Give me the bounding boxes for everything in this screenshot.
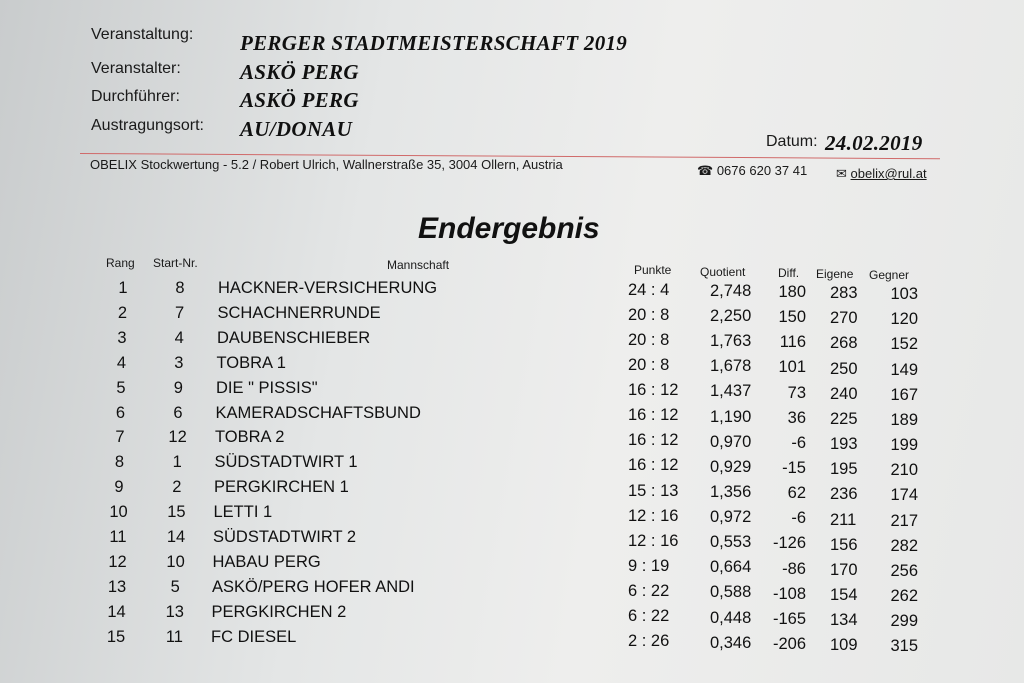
table-row: [0, 453, 1024, 478]
opp-cell: 167: [890, 385, 918, 404]
phone-contact: [697, 163, 807, 179]
own-cell: 156: [830, 535, 858, 554]
opp-cell: 315: [890, 637, 918, 656]
opp-cell: 210: [890, 461, 918, 480]
rank-cell: 7: [115, 428, 125, 447]
team-cell: PERGKIRCHEN 2: [211, 602, 347, 621]
start-cell: 12: [168, 428, 187, 447]
rank-cell: 6: [115, 403, 126, 422]
quotient-cell: 0,970: [710, 432, 752, 451]
own-cell: 225: [830, 409, 858, 428]
team-cell: TOBRA 2: [215, 428, 285, 447]
diff-cell: 150: [778, 308, 806, 327]
start-cell: 8: [175, 279, 185, 297]
team-cell: PERGKIRCHEN 1: [214, 478, 349, 497]
opp-cell: 103: [890, 285, 918, 303]
table-row: [0, 602, 1024, 631]
quotient-cell: 0,553: [710, 533, 752, 552]
quotient-cell: 0,664: [710, 558, 752, 577]
points-cell: 6 : 22: [628, 606, 670, 625]
executor-label: Durchführer:: [91, 88, 180, 105]
diff-cell: 101: [778, 358, 806, 377]
points-cell: 16 : 12: [628, 431, 679, 450]
software-credit: OBELIX Stockwertung - 5.2 / Robert Ulrich, Wallnerstraße 35, 3004 Ollern, Austria: [90, 157, 563, 172]
date-value: 24.02.2019: [825, 131, 923, 155]
col-header-diff: Diff.: [778, 266, 800, 280]
table-row: [0, 354, 1024, 379]
start-cell: 14: [166, 528, 186, 546]
own-cell: 134: [830, 611, 858, 630]
points-cell: 2 : 26: [628, 631, 670, 650]
col-header-start: Start-Nr.: [153, 256, 198, 270]
team-cell: HACKNER-VERSICHERUNG: [218, 279, 438, 297]
points-cell: 12 : 16: [628, 531, 679, 550]
opp-cell: 149: [890, 360, 918, 379]
quotient-cell: 1,356: [710, 482, 752, 501]
team-cell: HABAU PERG: [212, 552, 321, 571]
table-row: [0, 404, 1024, 429]
opp-cell: 282: [890, 536, 918, 555]
rank-cell: 10: [109, 503, 128, 522]
diff-cell: 180: [778, 283, 806, 301]
points-cell: 16 : 12: [628, 456, 679, 475]
table-row: [0, 503, 1024, 528]
email-contact: [836, 166, 927, 182]
diff-cell: -206: [772, 635, 806, 654]
venue-value: AU/DONAU: [240, 117, 353, 141]
team-cell: SCHACHNERRUNDE: [217, 303, 381, 322]
points-cell: 15 : 13: [628, 481, 679, 500]
rank-cell: 5: [116, 378, 126, 397]
team-cell: KAMERADSCHAFTSBUND: [215, 403, 421, 422]
table-row: [0, 279, 1024, 304]
start-cell: 1: [172, 453, 182, 472]
start-cell: 7: [175, 303, 185, 322]
event-label: Veranstaltung:: [91, 26, 194, 43]
diff-cell: 62: [787, 484, 806, 503]
own-cell: 240: [830, 384, 858, 403]
rank-cell: 14: [107, 602, 126, 621]
opp-cell: 152: [890, 335, 918, 354]
col-header-points: Punkte: [634, 263, 672, 277]
points-cell: 16 : 12: [628, 381, 679, 400]
col-header-quotient: Quotient: [700, 265, 746, 279]
table-row: [0, 577, 1024, 606]
own-cell: 170: [830, 560, 858, 579]
table-row: [0, 428, 1024, 453]
opp-cell: 174: [890, 486, 918, 505]
own-cell: 283: [830, 284, 858, 302]
own-cell: 270: [830, 309, 858, 328]
email-link[interactable]: obelix@rul.at: [850, 166, 927, 181]
quotient-cell: 1,763: [710, 332, 752, 351]
event-value: PERGER STADTMEISTERSCHAFT 2019: [240, 31, 628, 55]
own-cell: 154: [830, 586, 858, 605]
quotient-cell: 2,748: [710, 282, 752, 300]
col-header-team: Mannschaft: [387, 258, 450, 272]
rank-cell: 13: [107, 577, 127, 596]
points-cell: 20 : 8: [628, 331, 670, 350]
own-cell: 250: [830, 359, 858, 378]
opp-cell: 189: [890, 410, 918, 429]
opp-cell: 120: [890, 310, 918, 329]
team-cell: TOBRA 1: [216, 353, 286, 372]
opp-cell: 199: [890, 436, 918, 455]
own-cell: 193: [830, 435, 858, 454]
team-cell: DIE " PISSIS": [216, 378, 318, 397]
diff-cell: 36: [787, 408, 806, 427]
quotient-cell: 0,346: [710, 633, 752, 652]
diff-cell: -86: [782, 559, 806, 578]
own-cell: 211: [830, 510, 857, 529]
executor-value: ASKÖ PERG: [240, 88, 359, 112]
diff-cell: 116: [779, 333, 806, 352]
points-cell: 9 : 19: [628, 556, 670, 575]
team-cell: SÜDSTADTWIRT 1: [214, 453, 358, 472]
opp-cell: 262: [890, 587, 918, 606]
quotient-cell: 1,190: [710, 407, 752, 426]
own-cell: 268: [830, 334, 858, 353]
own-cell: 109: [830, 636, 858, 655]
team-cell: LETTI 1: [213, 503, 273, 522]
diff-cell: 73: [787, 383, 806, 402]
table-row: [0, 553, 1024, 578]
table-row: [0, 304, 1024, 329]
col-header-opp: Gegner: [869, 268, 910, 282]
page-title: Endergebnis: [418, 212, 600, 245]
quotient-cell: 0,972: [710, 508, 752, 527]
opp-cell: 299: [890, 612, 918, 631]
quotient-cell: 1,437: [710, 382, 752, 401]
start-cell: 10: [166, 552, 185, 571]
venue-label: Austragungsort:: [91, 117, 204, 134]
diff-cell: -6: [791, 509, 806, 528]
phone-icon: ☎: [697, 163, 714, 178]
diff-cell: -6: [791, 433, 806, 452]
table-row: [0, 329, 1024, 354]
own-cell: 236: [830, 485, 858, 504]
col-header-rank: Rang: [106, 256, 135, 270]
quotient-cell: 0,448: [710, 608, 752, 627]
points-cell: 20 : 8: [628, 306, 670, 325]
quotient-cell: 0,929: [710, 457, 752, 476]
start-cell: 2: [172, 478, 182, 497]
team-cell: ASKÖ/PERG HOFER ANDI: [212, 577, 415, 596]
organizer-label: Veranstalter:: [91, 60, 181, 77]
start-cell: 11: [165, 627, 183, 646]
points-cell: 12 : 16: [628, 506, 679, 525]
phone-number: 0676 620 37 41: [716, 163, 808, 178]
points-cell: 24 : 4: [628, 281, 670, 299]
start-cell: 15: [167, 503, 186, 522]
quotient-cell: 2,250: [710, 307, 752, 326]
date-label: Datum:: [766, 133, 818, 150]
rank-cell: 12: [108, 552, 127, 571]
own-cell: 195: [830, 460, 858, 479]
rank-cell: 3: [117, 328, 127, 347]
start-cell: 9: [173, 378, 183, 397]
rank-cell: 1: [118, 279, 128, 297]
diff-cell: -108: [772, 584, 806, 603]
start-cell: 13: [165, 602, 184, 621]
diff-cell: -126: [772, 534, 806, 553]
start-cell: 5: [170, 577, 180, 596]
table-row: [0, 478, 1024, 503]
col-header-own: Eigene: [816, 267, 854, 281]
opp-cell: 217: [890, 511, 918, 530]
points-cell: 16 : 12: [628, 406, 679, 425]
team-cell: SÜDSTADTWIRT 2: [213, 528, 357, 546]
rank-cell: 11: [109, 528, 127, 546]
opp-cell: 256: [890, 561, 918, 580]
points-cell: 6 : 22: [628, 581, 670, 600]
rank-cell: 4: [116, 353, 127, 372]
organizer-value: ASKÖ PERG: [240, 60, 359, 84]
table-row: [0, 379, 1024, 404]
team-cell: FC DIESEL: [211, 627, 297, 646]
quotient-cell: 0,588: [710, 583, 752, 602]
rank-cell: 9: [114, 478, 124, 497]
points-cell: 20 : 8: [628, 356, 670, 375]
rank-cell: 15: [106, 627, 126, 646]
quotient-cell: 1,678: [710, 357, 752, 376]
rank-cell: 2: [117, 303, 128, 322]
table-row: [0, 528, 1024, 553]
team-cell: DAUBENSCHIEBER: [217, 328, 371, 347]
diff-cell: -15: [782, 459, 806, 478]
table-row: [0, 627, 1024, 656]
start-cell: 6: [173, 403, 183, 422]
mail-icon: ✉: [836, 166, 847, 181]
diff-cell: -165: [772, 609, 806, 628]
start-cell: 4: [174, 328, 184, 347]
start-cell: 3: [174, 353, 184, 372]
rank-cell: 8: [114, 453, 125, 472]
